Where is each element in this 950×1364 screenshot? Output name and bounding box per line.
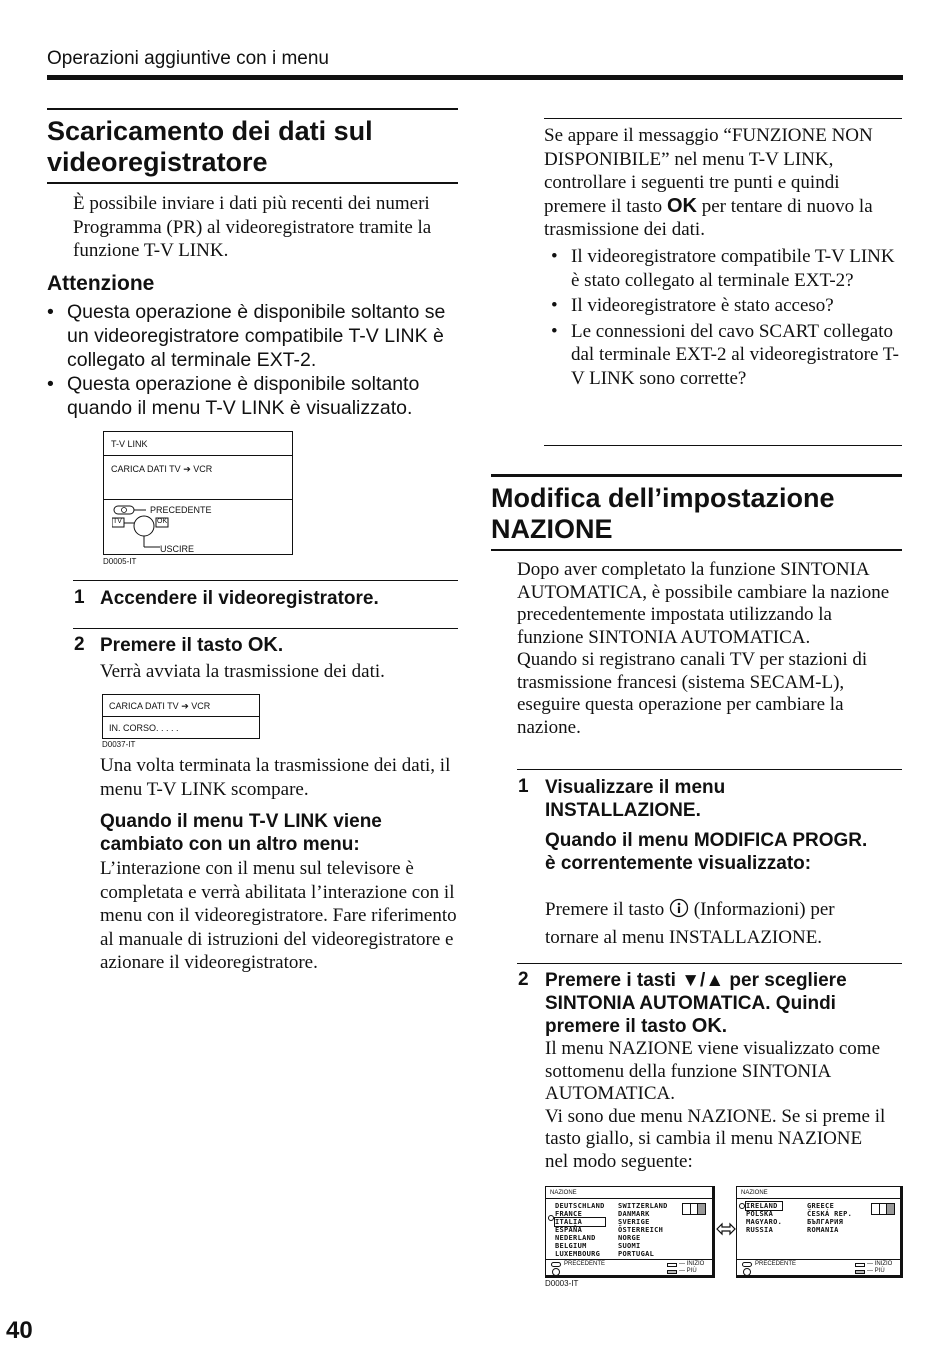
arrow-right-icon: ➔ [183,464,194,474]
step-rule [517,769,902,770]
piu-label: — PIÙ [867,1268,885,1274]
step-rule [73,628,458,629]
screen-code: D0005-IT [103,557,137,566]
section1-title-line1: Scaricamento dei dati sul [47,116,373,146]
precedente-label: PRECEDENTE [150,505,212,515]
screen-title: NAZIONE [741,1190,768,1196]
precedente-label: PRECEDENTE [564,1261,606,1267]
ok-button-label: OK [157,518,168,525]
arrow-right-icon: ➔ [181,701,192,711]
dpad-icon [743,1268,751,1276]
note-item: • Le connessioni del cavo SCART collegato dal terminale EXT-2 al videoregistratore T-V LINK sono corrette? [551,320,901,391]
ok-key: OK [666,194,697,217]
color-key-icon [667,1263,677,1267]
screen-row: CARICA DATI TV ➔ VCR [109,701,211,711]
country-list: IRELAND POLSKA MAGYARO. RUSSIA [746,1202,783,1234]
section1-intro: È possibile inviare i dati più recenti dei numeri Programma (PR) al videoregistratore tramite la funzione T-V LINK. [73,193,432,261]
step1-number: 1 [518,776,529,797]
screen-title: T-V LINK [111,439,148,449]
status-text: IN. CORSO. . . . . [109,723,179,733]
note-rule-top [544,118,902,119]
color-key-icon [667,1270,677,1274]
screen-code: D0003-IT [545,1279,579,1288]
country-list: GREECE ČESKÁ REP. БЪЛГАРИЯ ROMANIA [807,1202,853,1234]
country-list: DEUTSCHLAND FRANCE ITALIA ESPAÑA NEDERLAND BELGIUM LUXEMBOURG [555,1202,605,1258]
step2-number: 2 [518,969,529,990]
tv-link-screen [103,431,293,555]
uscire-label: USCIRE [160,544,195,554]
section-rule-top [491,474,902,477]
nazione-screen-1 [545,1186,715,1278]
back-button-icon [742,1262,752,1267]
section1-title [47,116,458,178]
color-key-icon [855,1263,865,1267]
ok-key: OK [247,634,278,656]
sub-text: L’interazione con il menu sul televisore è completata e verrà abilitata l’interazione con il menu con il videoregistratore. Fare riferimento al manuale di istruzioni del videoregistratore e azionare il videoregistratore. [100,858,457,973]
note-item: • Il videoregistratore compatibile T-V LINK è stato collegato al terminale EXT-2? [551,245,901,292]
step1-number: 1 [74,587,85,608]
section-rule-bottom [491,549,902,551]
select-cursor-icon [739,1203,745,1209]
step-rule [73,580,458,581]
page-indicator [682,1203,706,1215]
caution-heading: Attenzione [47,272,155,295]
caution-item: • Questa operazione è disponibile soltanto se un videoregistratore compatibile T-V LINK è collegato al terminale EXT-2. [47,300,459,372]
inizio-label: — INIZIO [679,1261,705,1267]
screen-code: D0037-IT [102,740,136,749]
step1-title: Accendere il videoregistratore. [100,588,379,609]
tv-button-label: TV [113,518,122,525]
page-number: 40 [6,1317,33,1344]
step2-text: Verrà avviata la trasmissione dei dati. [100,661,385,682]
after-text: Una volta terminata la trasmissione dei dati, il menu T-V LINK scompare. [100,755,451,800]
inizio-label: — INIZIO [867,1261,893,1267]
info-icon [669,898,689,925]
page-indicator [871,1203,895,1215]
sub-heading: Quando il menu MODIFICA PROGR. è correntemente visualizzato: [545,830,868,874]
section2-intro: Dopo aver completato la funzione SINTONIA AUTOMATICA, è possibile cambiare la nazione precedentemente impostata utilizzando la funzione SINTONIA AUTOMATICA. Quando si registrano canali TV per stazioni di trasmissione francesi (sistema SECAM-L), eseguire questa operazione per cambiare la nazione. [517,559,890,738]
nazione-screen-2 [736,1186,903,1278]
note-item: • Il videoregistratore è stato acceso? [551,294,901,318]
sub-text: Premere il tasto (Informazioni) per tornare al menu INSTALLAZIONE. [545,899,835,948]
step1-title: Visualizzare il menu INSTALLAZIONE. [545,777,726,821]
step2-title: Premere il tasto OK. [100,634,284,656]
back-button-icon [551,1262,561,1267]
country-list: SWITZERLAND DANMARK SVERIGE ÖSTERREICH NORGE SUOMI PORTUGAL [618,1202,668,1258]
section2-title [491,483,902,545]
section-rule-top [47,108,458,110]
step2-number: 2 [74,634,85,655]
piu-label: — PIÙ [679,1268,697,1274]
note-text: Se appare il messaggio “FUNZIONE NON DISPONIBILE” nel menu T-V LINK, controllare i seguenti tre punti e quindi premere il tasto OK per tentare di nuovo la trasmissione dei dati. [544,125,873,240]
dpad-icon [552,1268,560,1276]
section-rule-bottom [47,182,458,184]
ok-key: OK [691,1015,722,1037]
screen-row: CARICA DATI TV ➔ VCR [111,464,213,474]
select-cursor-icon [548,1215,554,1221]
header-rule [47,75,903,80]
step2-text: Il menu NAZIONE viene visualizzato come sottomenu della funzione SINTONIA AUTOMATICA. Vi sono due menu NAZIONE. Se si preme il tasto giallo, si cambia il menu NAZIONE nel modo seguente: [545,1038,886,1172]
swap-arrows-icon [716,1222,736,1241]
screen-title: NAZIONE [550,1190,577,1196]
color-key-icon [855,1270,865,1274]
step2-title: Premere i tasti ▼/▲ per scegliere SINTONIA AUTOMATICA. Quindi premere il tasto OK. [545,970,847,1037]
section1-title-line2: videoregistratore [47,147,268,177]
note-rule-bottom [544,445,902,446]
section2-title-line1: Modifica dell’impostazione [491,483,835,513]
note-list [551,245,901,390]
caution-list [47,300,459,420]
caution-item: • Questa operazione è disponibile soltanto quando il menu T-V LINK è visualizzato. [47,372,459,420]
transfer-screen [102,694,260,739]
precedente-label: PRECEDENTE [755,1261,797,1267]
running-header: Operazioni aggiuntive con i menu [47,48,330,69]
sub-heading: Quando il menu T-V LINK viene cambiato con un altro menu: [100,811,382,855]
section2-title-line2: NAZIONE [491,514,613,544]
step-rule [517,963,902,964]
